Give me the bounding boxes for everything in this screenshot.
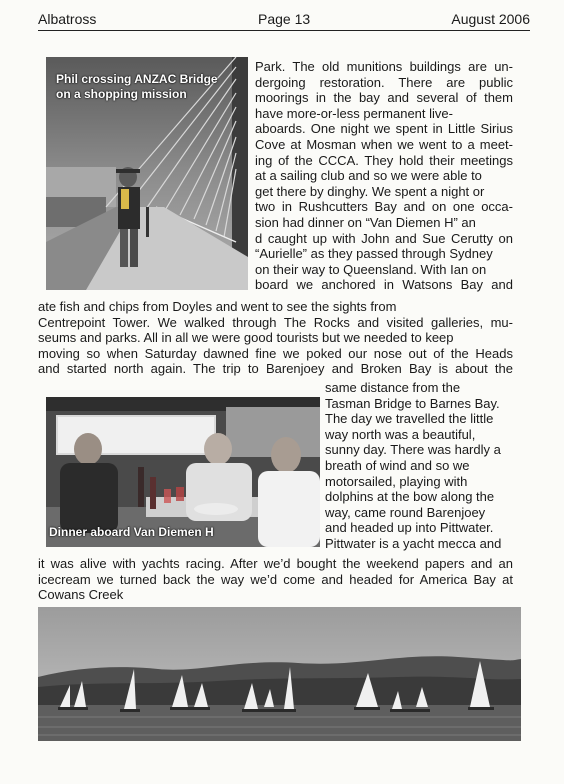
article-line: Cove at Mosman when we went to a meet- (255, 136, 513, 152)
page-header (38, 10, 530, 32)
article-line: icecream we turned back the way we’d come and headed for America Bay at (38, 571, 513, 587)
article-full-width-1 (38, 299, 513, 377)
publication-title: Albatross (38, 11, 97, 27)
article-line: and headed up into Pittwater. (325, 520, 494, 536)
article-line: get there by dinghy. We spent a night or (255, 183, 485, 199)
article-line: have more-or-less permanent live- (255, 105, 453, 121)
article-line: d caught up with John and Sue Cerutty on (255, 230, 513, 246)
anzac-bridge-photo (46, 57, 248, 290)
article-line: Pittwater is a yacht mecca and (325, 535, 502, 551)
article-full-width-2 (38, 556, 513, 603)
article-line: sunny day. There was hardly a (325, 442, 501, 458)
header-rule (38, 30, 530, 31)
article-line: and started north again. The trip to Barenjoey and Broken Bay is about the (38, 361, 513, 377)
article-line: Cowans Creek (38, 587, 124, 603)
article-line: aboards. One night we spent in Little Sirius (255, 121, 513, 137)
article-line: The day we travelled the little (325, 411, 494, 427)
page-number: Page 13 (258, 11, 311, 27)
article-line: at a sailing club and so we were able to (255, 168, 482, 184)
article-line: dergoing restoration. There are public (255, 74, 513, 90)
article-line: it was alive with yachts racing. After we’d bought the weekend papers and an (38, 556, 513, 571)
article-column-1 (255, 59, 513, 293)
article-column-2 (325, 380, 513, 552)
issue-date: August 2006 (451, 11, 530, 27)
article-line: dolphins at the bow along the (325, 489, 495, 505)
article-line: Centrepoint Tower. We walked through The Rocks and visited galleries, mu- (38, 314, 513, 330)
article-line: board we anchored in Watsons Bay and (255, 277, 513, 293)
article-line: motorsailed, playing with (325, 473, 468, 489)
article-line: Park. The old munitions buildings are un- (255, 59, 513, 74)
article-line: ate fish and chips from Doyles and went to see the sights from (38, 299, 397, 314)
article-line: “Aurielle” as they passed through Sydney (255, 246, 493, 262)
article-line: ing of the CCCA. They hold their meetings (255, 152, 513, 168)
yacht-race-photo (38, 607, 521, 741)
article-line: same distance from the (325, 380, 461, 395)
bridge-photo-caption-line2: on a shopping mission (56, 87, 187, 101)
article-line: Tasman Bridge to Barnes Bay. (325, 395, 500, 411)
article-line: way, came round Barenjoey (325, 504, 486, 520)
bridge-photo-caption-line1: Phil crossing ANZAC Bridge (56, 72, 218, 86)
article-line: sion had dinner on “Van Diemen H” an (255, 214, 476, 230)
article-line: on their way to Queensland. With Ian on (255, 261, 487, 277)
article-line: seums and parks. All in all we were good tourists but we needed to keep (38, 330, 454, 346)
article-line: moving so when Saturday dawned fine we poked our nose out of the Heads (38, 345, 513, 361)
dinner-photo (46, 397, 320, 547)
yacht-race-image (38, 607, 521, 741)
article-line: breath of wind and so we (325, 457, 470, 473)
article-line: two in Rushcutters Bay and on one occa- (255, 199, 513, 215)
dinner-photo-caption: Dinner aboard Van Diemen H (49, 525, 214, 539)
article-line: moorings in the bay and several of them (255, 90, 513, 106)
article-line: way north was a beautiful, (325, 426, 476, 442)
